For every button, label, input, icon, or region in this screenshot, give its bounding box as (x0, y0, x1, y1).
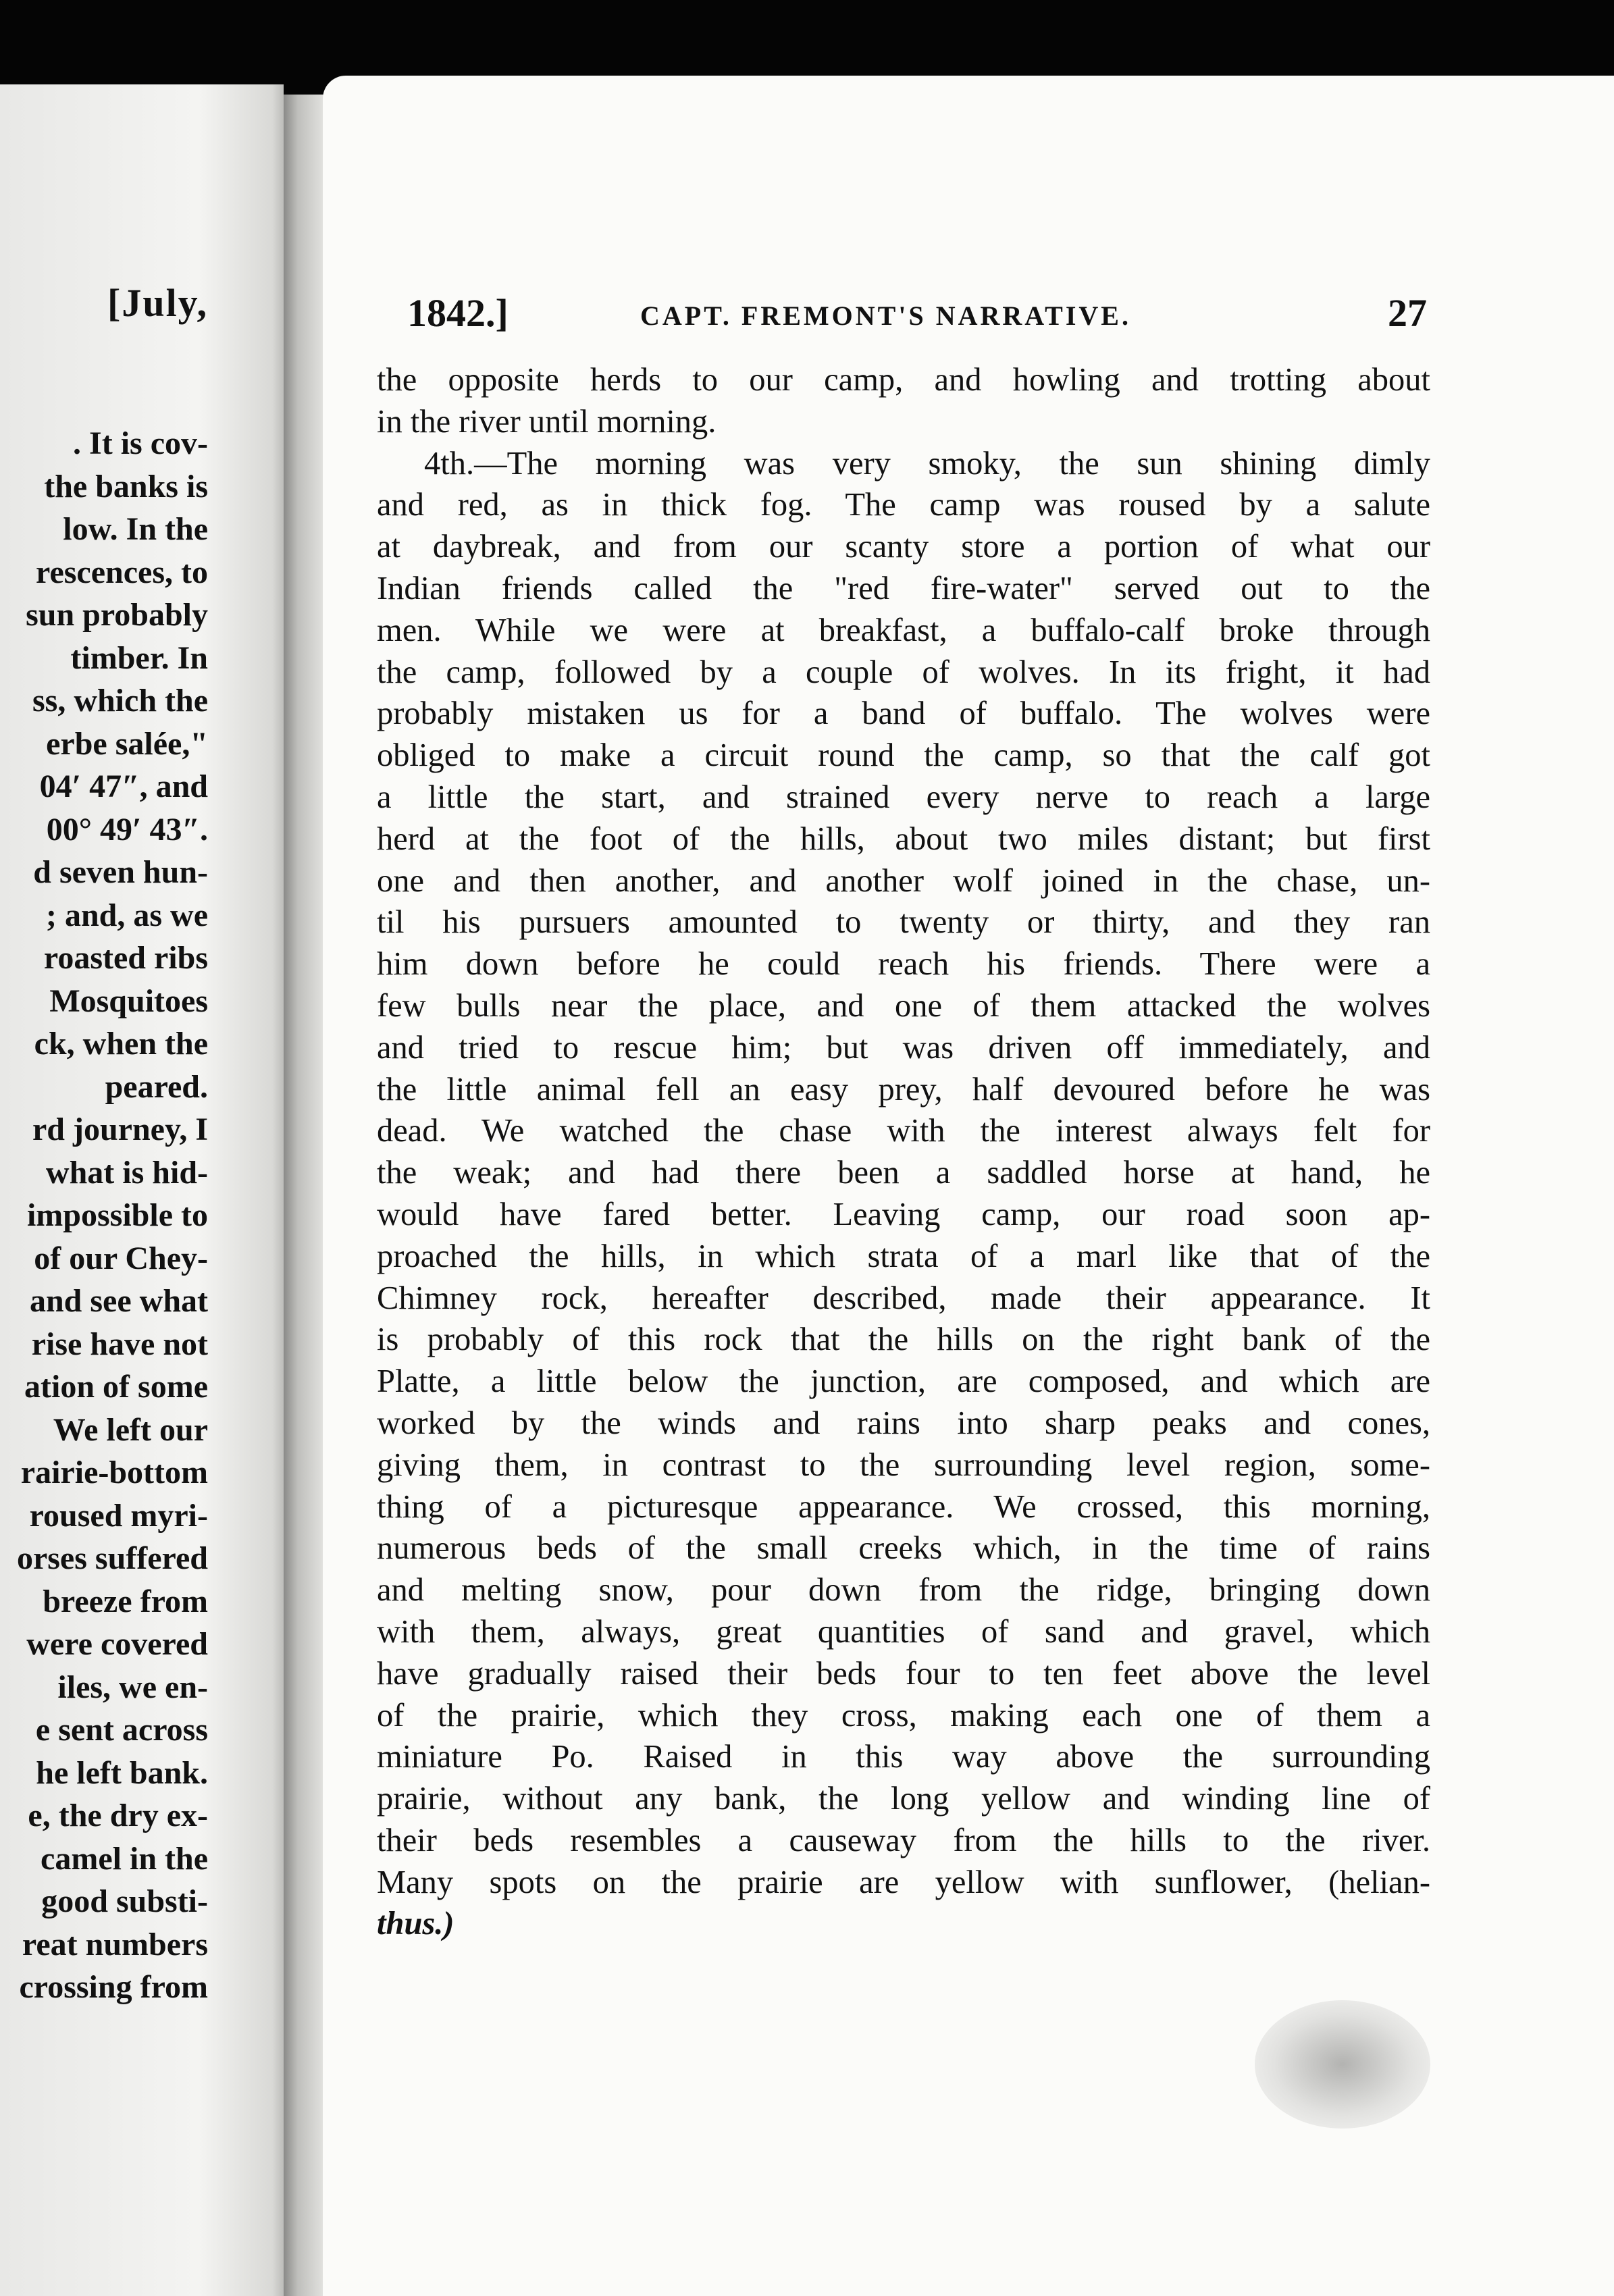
left-page (0, 84, 284, 2296)
text-line: worked by the winds and rains into sharp peaks and cones, (377, 1405, 1430, 1441)
left-text-line: what is hid- (45, 1154, 208, 1191)
text-line: in the river until morning. (377, 403, 717, 440)
text-line: a little the start, and strained every nerve to reach a large (377, 779, 1430, 815)
left-text-line: of our Chey- (34, 1240, 208, 1276)
italic-term: thus.) (377, 1906, 454, 1942)
text-line: the little animal fell an easy prey, half devoured before he was (377, 1071, 1430, 1107)
text-line: and red, as in thick fog. The camp was roused by a salute (377, 487, 1430, 523)
text-line: Indian friends called the "red fire-water" served out to the (377, 570, 1430, 606)
left-text-line: Mosquitoes (49, 983, 208, 1019)
text-line: the opposite herds to our camp, and howling and trotting about (377, 362, 1430, 398)
text-line: miniature Po. Raised in this way above the surrounding (377, 1739, 1430, 1775)
left-text-line: 00° 49′ 43″. (46, 811, 208, 847)
text-line: numerous beds of the small creeks which, in the time of rains (377, 1530, 1430, 1567)
left-text-line: reat numbers (22, 1926, 208, 1962)
text-line: proached the hills, in which strata of a marl like that of the (377, 1238, 1430, 1274)
running-head (407, 290, 1427, 344)
left-text-line: breeze from (43, 1583, 208, 1619)
left-text-line: rescences, to (36, 554, 208, 590)
left-text-line: crossing from (19, 1969, 208, 2005)
text-line: dead. We watched the chase with the interest always felt for (377, 1113, 1430, 1149)
text-line: giving them, in contrast to the surrounding level region, some- (377, 1446, 1430, 1483)
text-line: prairie, without any bank, the long yellow and winding line of (377, 1781, 1430, 1817)
left-text-line: rd journey, I (32, 1112, 208, 1147)
left-text-line: erbe salée," (46, 725, 208, 762)
text-line: thing of a picturesque appearance. We crossed, this morning, (377, 1488, 1430, 1525)
left-text-line: e sent across (35, 1712, 208, 1748)
left-text-line: d seven hun- (33, 854, 208, 890)
text-line: Chimney rock, hereafter described, made their appearance. It (377, 1280, 1430, 1316)
left-text-line: ss, which the (32, 683, 208, 719)
page-number: 27 (1388, 291, 1427, 335)
left-text-line: camel in the (41, 1840, 208, 1877)
left-text-line: sun probably (26, 597, 208, 633)
text-line: would have fared better. Leaving camp, our road soon ap- (377, 1196, 1430, 1232)
left-text-line: . It is cov- (73, 425, 208, 461)
ink-smudge (1255, 2000, 1430, 2129)
left-page-text (17, 422, 208, 2009)
left-text-line: We left our (53, 1411, 208, 1448)
text-line: have gradually raised their beds four to ten feet above the level (377, 1655, 1430, 1692)
text-line: few bulls near the place, and one of them attacked the wolves (377, 987, 1430, 1024)
text-line: their beds resembles a causeway from the hills to the river. (377, 1822, 1430, 1858)
left-text-line: impossible to (26, 1197, 208, 1233)
text-line: at daybreak, and from our scanty store a portion of what our (377, 529, 1430, 565)
left-text-line: timber. In (70, 640, 208, 676)
text-line: the camp, followed by a couple of wolves. In its fright, it had (377, 654, 1430, 690)
left-text-line: he left bank. (36, 1754, 208, 1791)
text-line: and melting snow, pour down from the ridge, bringing down (377, 1572, 1430, 1609)
text-line: probably mistaken us for a band of buffalo. The wolves were (377, 696, 1430, 732)
text-line: one and then another, and another wolf joined in the chase, un- (377, 862, 1430, 899)
left-text-line: rise have not (31, 1326, 208, 1362)
left-text-line: orses suffered (16, 1540, 208, 1576)
text-line: him down before he could reach his friends. There were a (377, 946, 1430, 983)
text-line: is probably of this rock that the hills on the right bank of the (377, 1322, 1430, 1358)
left-text-line: iles, we en- (57, 1669, 208, 1705)
running-head-year: 1842.] (407, 291, 509, 335)
left-text-line: rairie-bottom (20, 1455, 208, 1490)
left-text-line: ck, when the (34, 1026, 208, 1062)
text-line: til his pursuers amounted to twenty or thirty, and they ran (377, 904, 1430, 941)
left-text-line: the banks is (44, 468, 208, 504)
left-text-line: peared. (105, 1068, 208, 1105)
text-line: herd at the foot of the hills, about two miles distant; but first (377, 820, 1430, 857)
text-line: with them, always, great quantities of sand and gravel, which (377, 1613, 1430, 1650)
text-line: Platte, a little below the junction, are composed, and which are (377, 1363, 1430, 1400)
page-body-text (377, 359, 1430, 1945)
text-line: obliged to make a circuit round the camp, so that the calf got (377, 737, 1430, 774)
left-text-line: ation of some (24, 1369, 208, 1405)
left-text-line: roused myri- (29, 1497, 208, 1534)
left-text-line: and see what (29, 1283, 208, 1319)
left-running-head: [July, (107, 281, 208, 325)
text-line-final (377, 1903, 1430, 1945)
left-text-line: ; and, as we (45, 897, 208, 933)
text-line: of the prairie, which they cross, making each one of them a (377, 1697, 1430, 1733)
left-text-line: were covered (26, 1626, 208, 1662)
text-line: men. While we were at breakfast, a buffalo-calf broke through (377, 612, 1430, 648)
text-line: 4th.—The morning was very smoky, the sun shining dimly (424, 445, 1430, 481)
text-line: Many spots on the prairie are yellow with sunflower, (helian- (377, 1864, 1430, 1900)
left-text-line: low. In the (63, 511, 208, 547)
right-page (323, 76, 1614, 2296)
text-line: and tried to rescue him; but was driven off immediately, and (377, 1029, 1430, 1066)
left-text-line: good substi- (41, 1883, 208, 1919)
running-head-title: CAPT. FREMONT'S NARRATIVE. (640, 301, 1131, 331)
left-text-line: 04′ 47″, and (39, 768, 208, 804)
left-text-line: roasted ribs (43, 940, 208, 976)
book-gutter (284, 95, 324, 2296)
left-text-line: e, the dry ex- (28, 1798, 208, 1833)
text-line: the weak; and had there been a saddled horse at hand, he (377, 1155, 1430, 1191)
